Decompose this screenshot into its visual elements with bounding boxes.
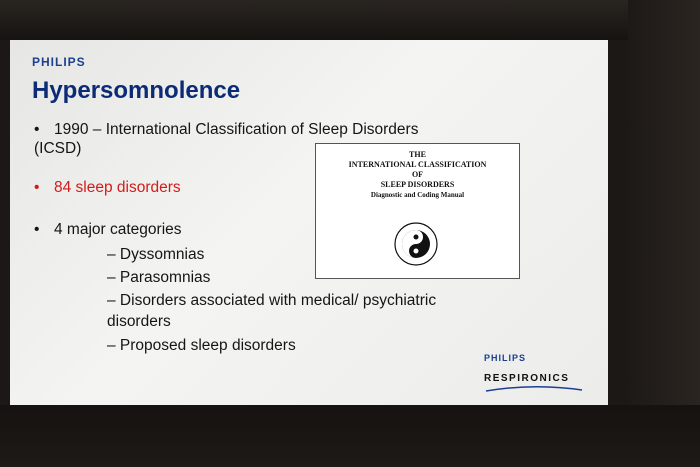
subitem-medical-psychiatric: – Disorders associated with medical/ psychiatric [107,292,437,309]
subitem-cont-text: disorders [107,313,171,330]
subitem-proposed: – Proposed sleep disorders [107,337,296,354]
subitem-medical-psychiatric-cont [107,311,527,332]
slide-title: Hypersomnolence [32,77,241,104]
book-title-line: THE [409,150,426,159]
icsd-book-cover [315,143,520,279]
bullet-text-cont: (ICSD) [34,140,82,157]
bullet-text: 1990 – International Classification of Sleep Disorders [54,121,419,138]
subitem-dyssomnias: – Dyssomnias [107,246,205,263]
book-title-line: OF [411,170,424,179]
book-title-line: SLEEP DISORDERS [380,180,455,189]
subitem-parasomnias: – Parasomnias [107,269,211,286]
bullet-icsd-continued [34,139,81,159]
respironics-swoosh-icon [484,385,584,393]
bullet-marker: • [34,121,40,138]
book-subtitle: Diagnostic and Coding Manual [370,191,465,199]
monitor-bezel-right [628,0,700,467]
monitor-bezel-top [0,0,700,40]
philips-footer-logo: PHILIPS [484,353,527,363]
presentation-slide [10,40,608,405]
bullet-marker: • [34,221,40,238]
monitor-bezel-bottom [0,405,700,467]
philips-logo: PHILIPS [32,55,86,69]
book-title-line: INTERNATIONAL CLASSIFICATION [348,160,487,169]
respironics-logo: RESPIRONICS [484,373,570,384]
bullet-text: 84 sleep disorders [54,179,181,196]
asda-seal-icon [394,222,438,266]
bullet-marker: • [34,179,40,196]
bullet-text: 4 major categories [54,221,182,238]
